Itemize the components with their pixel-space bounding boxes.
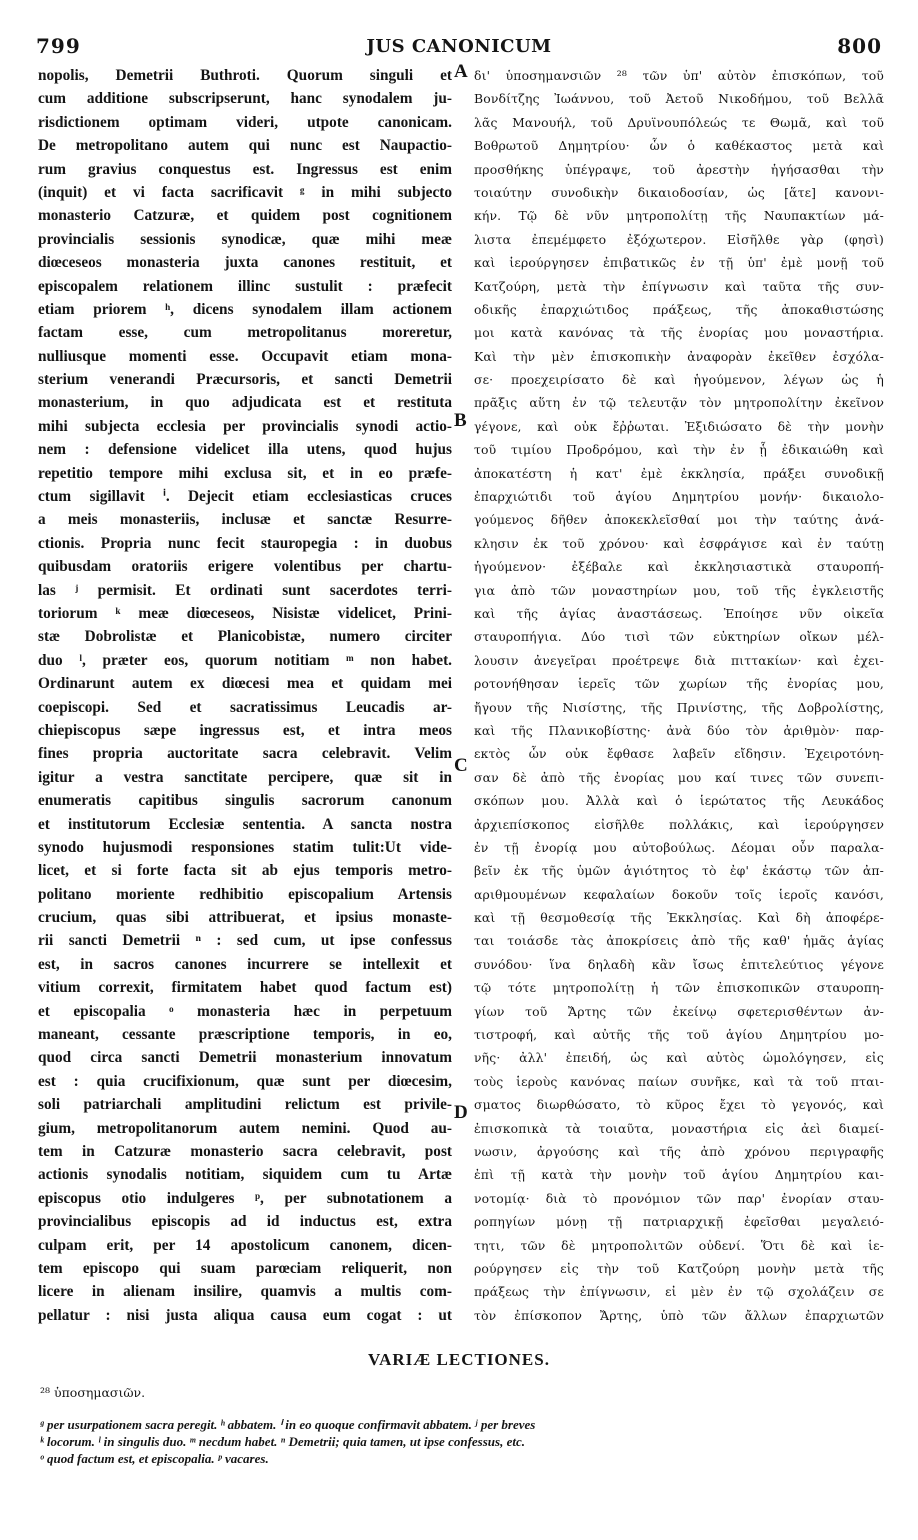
margin-marker-d: D (454, 1102, 468, 1123)
latin-text-line: diœceseos monasteria juxta canones restituit, et (38, 254, 452, 272)
latin-text-line: synodo hujusmodi responsiones statim tulit:Ut vide- (38, 838, 452, 856)
greek-text-line: τητι, τῶν δὲ μητροπολιτῶν οὐδενί. Ὅτι δὲ καὶ ἱε- (474, 1237, 884, 1253)
latin-text-line: igitur a vestra sanctitate percipere, quæ sit in (38, 768, 452, 786)
greek-text-line: σματος διωρθώσατο, τὸ κῦρος ἔχει τὸ γεγονός, καὶ (474, 1097, 884, 1113)
latin-text-line: et institutorum Ecclesiæ sententia. A sancta nostra (38, 815, 452, 833)
greek-text-line: νωσιν, ἀργούσης καὶ τῆς ἀπὸ χρόνου περιγραφῆς (474, 1143, 884, 1159)
greek-text-line: τιστροφή, καὶ αὐτῆς τῆς τοῦ ἁγίου Δημητρίου μο- (474, 1027, 884, 1043)
greek-text-line: ροπηγίων μόνῃ τῇ πατριαρχικῇ ἐφεῖσθαι μεγαλειό- (474, 1214, 884, 1230)
latin-text-line: enumeratis capitibus singulis sacrorum canonum (38, 792, 452, 810)
greek-text-line: κλησιν ἐκ τοῦ χρόνου· καὶ ἐσφράγισε καὶ ἐν ταύτῃ (474, 535, 884, 551)
greek-text-line: Κατζούρη, μετὰ τὴν ἐπίγνωσιν καὶ ταῦτα τῆς συν- (474, 278, 884, 294)
latin-text-line: culpam erit, per 14 apostolicum canonem, dicen- (38, 1236, 452, 1254)
greek-text-line: βεῖν ἐκ τῆς ὑμῶν ἁγιότητος τὸ ἐφ' ἑκάστῳ τῶν ἀπ- (474, 863, 884, 879)
latin-text-line: risdictionem optimam videri, utpote canonicam. (38, 113, 452, 131)
latin-text-line: De metropolitano autem qui nunc est Naupactio- (38, 137, 452, 155)
greek-text-line: καὶ ἱερούργησεν ἐπιβατικῶς ἐν τῇ ὑπ' ἐμὲ μονῇ τοῦ (474, 255, 884, 271)
greek-text-line: σαν δὲ ἀπὸ τῆς ἐνορίας μου καί τινες τῶν συνεπι- (474, 769, 884, 785)
latin-text-line: tem in Catzuræ monasterio sacra celebravit, post (38, 1142, 452, 1160)
latin-text-line: nulliusque momenti esse. Occupavit etiam mona- (38, 347, 452, 365)
latin-text-line: factam esse, cum metropolitanus moreretur, (38, 324, 452, 342)
footnote-latin-line: ᵏ locorum. ˡ in singulis duo. ᵐ necdum habet. ⁿ Demetrii; quia tamen, ut ipse confessus, etc. (40, 1434, 525, 1449)
margin-marker-b: B (454, 410, 467, 431)
footnote-greek: ²⁸ ὑποσημασιῶν. (40, 1385, 146, 1400)
latin-text-line: monasterium, in quo adjudicata est et restituta (38, 394, 452, 412)
greek-text-line: λιστα ἐπεμέμφετο ἐξόχωτερον. Εἰσῆλθε γὰρ (φησὶ) (474, 231, 884, 247)
page-number-left: 799 (36, 34, 81, 58)
greek-text-line: ἀρχιεπίσκοπος εἰσῆλθε πολλάκις, καὶ ἱερούργησεν (474, 816, 884, 832)
greek-text-line: ροτονήθησαν ἱερεῖς τῶν χωρίων τῆς ἐνορίας μου, (474, 676, 884, 692)
greek-text-line: πρᾶξις αὕτη ἐν τῷ τελευτᾷν τὸν μητροπολίτην ἐκεῖνον (474, 395, 884, 411)
latin-text-line: etiam priorem ʰ, dicens synodalem illam actionem (38, 300, 452, 318)
greek-text-line: καὶ τῆς Πλανικοβίστης· ἀνὰ δύο τὸν ἀριθμὸν· παρ- (474, 722, 884, 738)
latin-text-line: nopolis, Demetrii Buthroti. Quorum singuli et (38, 67, 452, 84)
latin-text-line: ctionis. Propria nunc fecit stauropegia : in duobus (38, 534, 452, 552)
latin-text-line: ctum sigillavit ⁱ. Dejecit etiam ecclesiasticas cruces (38, 488, 452, 506)
greek-text-line: προσθήκης ὑπέγραψε, τοῦ ἀρεστὴν ἡγήσασθαι τὴν (474, 161, 884, 177)
page-header (36, 34, 882, 62)
latin-text-line: pellatur : nisi justa aliqua causa eum cogat : ut (38, 1306, 452, 1324)
latin-text-line: rum gravius conquestus est. Ingressus est enim (38, 160, 452, 178)
latin-text-line: (inquit) et vi facta sacrificavit ᵍ in mihi subjecto (38, 183, 452, 201)
latin-text-line: coepiscopi. Sed et sacratissimus Leucadis ar- (38, 698, 452, 716)
greek-text-line: Βονδίτζης Ἰωάννου, τοῦ Ἀετοῦ Νικοδήμου, τοῦ Βελλᾶ (474, 91, 884, 107)
greek-text-line: σκόπων μου. Ἀλλὰ καὶ ὁ ἱερώτατος τῆς Λευκάδος (474, 793, 884, 809)
latin-text-line: actionis synodalis notitiam, siquidem cum tu Artæ (38, 1166, 452, 1184)
greek-text-line: γέγονε, καὶ οὐκ ἔῤῥωται. Ἐξιδιώσατο δὲ τὴν μονὴν (474, 418, 884, 434)
latin-text-line: mihi subjecta ecclesia per provincialis synodi actio- (38, 417, 452, 435)
latin-text-line: soli patriarchali amplitudini relictum est privile- (38, 1096, 452, 1114)
latin-text-line: rii sancti Demetrii ⁿ : sed cum, ut ipse confessus (38, 932, 452, 950)
latin-text-line: las ʲ permisit. Et ordinati sunt sacerdotes terri- (38, 581, 452, 599)
latin-text-line: duo ˡ, præter eos, quorum notitiam ᵐ non habet. (38, 651, 452, 669)
latin-text-line: est, in sacros canones incurrere se intellexit et (38, 955, 452, 973)
greek-text-line: λᾶς Μανουήλ, τοῦ Δρυϊνουπόλεώς τε Θωμᾶ, καὶ τοῦ (474, 114, 884, 130)
greek-text-line: τοιαύτην συνοδικὴν δικαιοδοσίαν, ὡς [ἅτε] κανονι- (474, 184, 884, 200)
latin-text-line: stæ Dobrolistæ et Planicobistæ, numero circiter (38, 628, 452, 646)
greek-text-line: συνόδου· ἵνα δηλαδὴ κἂν ἴσως ἐπιτελεύτιος γέγονε (474, 956, 884, 972)
footnote-latin-line: ᵍ per usurpationem sacra peregit. ʰ abbatem. ⁱ in eo quoque confirmavit abbatem. ʲ per breves (40, 1417, 536, 1432)
latin-text-line: toriorum ᵏ meæ diœceseos, Nisistæ videlicet, Prini- (38, 604, 452, 622)
latin-text-line: quod circa sancti Demetrii monasterium innovatum (38, 1049, 452, 1067)
greek-text-line: καὶ τῆς ἁγίας ἀναστάσεως. Ἐποίησε νῦν οἰκεῖα (474, 605, 884, 621)
latin-text-line: licere in alienam insilire, quamvis a multis com- (38, 1283, 452, 1301)
greek-text-line: νῆς· ἀλλ' ἐπειδή, ὡς καὶ αὐτὸς ὡμολόγησεν, εἰς (474, 1050, 884, 1066)
latin-text-line: sterium venerandi Præcursoris, et sancti Demetrii (38, 371, 452, 389)
greek-text-line: τῷ τότε μητροπολίτῃ ἡ τῶν ἐπισκοπικῶν σταυροπη- (474, 980, 884, 996)
margin-marker-a: A (454, 61, 468, 82)
greek-text-line: κήν. Τῷ δὲ νῦν μητροπολίτῃ τῆς Ναυπακτίων μά- (474, 208, 884, 224)
greek-text-line: ἀποκατέστη ἡ κατ' ἐμὲ ἐκκλησία, πράξει συνοδικῇ (474, 465, 884, 481)
latin-text-line: episcopalem relationem illinc sustulit : præfecit (38, 277, 452, 295)
latin-text-line: tem episcopo qui suam parœciam reliquerit, non (38, 1259, 452, 1277)
greek-text-line: ἤγουν τῆς Νισίστης, τῆς Πρινίστης, τῆς Δοβρολίστης, (474, 699, 884, 715)
latin-text-line: provincialibus episcopis ad id inductus est, extra (38, 1213, 452, 1231)
latin-text-line: a meis monasteriis, inclusæ et sanctæ Resurre- (38, 511, 452, 529)
latin-text-line: episcopus otio indulgeres ᵖ, per subnotationem a (38, 1189, 452, 1207)
greek-text-line: Καὶ τὴν μὲν ἐπισκοπικὴν ἀναφορὰν ἐκεῖθεν ἐσχόλα- (474, 348, 884, 364)
latin-text-line: et episcopalia ᵒ monasteria hæc in perpetuum (38, 1002, 452, 1020)
greek-text-line: δι' ὑποσημανσιῶν ²⁸ τῶν ὑπ' αὐτὸν ἐπισκόπων, τοῦ (474, 68, 884, 83)
latin-text-line: cum additione subscripserunt, hanc synodalem ju- (38, 90, 452, 108)
greek-text-line: ἐπαρχιώτιδι τοῦ ἁγίου Δημητρίου μονήν· δικαιολο- (474, 489, 884, 505)
greek-text-line: καὶ τῇ θεσμοθεσίᾳ τῆς Ἐκκλησίας. Καὶ δὴ ἀποφέρε- (474, 910, 884, 926)
margin-marker-c: C (454, 755, 468, 776)
greek-text-line: ρούργησεν εἰς τὴν τοῦ Κατζούρη μονὴν μετὰ τῆς (474, 1260, 884, 1276)
greek-text-line: αριθμουμένων κεφαλαίων δοκοῦν τοῖς ἱεροῖς κανόσι, (474, 886, 884, 902)
greek-text-line: για ἀπὸ τῶν μοναστηρίων μου, τοῦ τῆς ἐγκλειστῆς (474, 582, 884, 598)
greek-text-line: ἐπισκοπικὰ τὰ τοιαῦτα, μοναστήρια εἰς ἀεὶ διαμεί- (474, 1120, 884, 1136)
greek-text-line: ἡγούμενον· ἐξέβαλε καὶ ἐκκλησιαστικὰ σταυροπή- (474, 559, 884, 575)
greek-text-line: μοι κατὰ κανόνας τὰ τῆς ἐνορίας μου μοναστήρια. (474, 325, 884, 341)
greek-text-line: ται τοιάσδε τὰς ἀποκρίσεις ἀπὸ τῆς καθ' ἡμᾶς ἁγίας (474, 933, 884, 949)
greek-text-line: σε· προεχειρίσατο δὲ καὶ ἡγούμενον, λέγων ὡς ἡ (474, 372, 884, 388)
page-number-right: 800 (837, 34, 882, 58)
latin-text-line: provincialis sessionis synodicæ, quæ mihi meæ (38, 230, 452, 248)
greek-text-line: νοτομίᾳ· διὰ τὸ προνόμιον τῶν παρ' ἐνορίαν σταυ- (474, 1190, 884, 1206)
greek-text-line: ἐν τῇ ἐνορίᾳ μου αὐτοβούλως. Δέομαι οὖν παραλα- (474, 839, 884, 855)
latin-column (38, 64, 452, 1327)
greek-text-line: γούμενος δῆθεν ἀποκεκλεῖσθαί μοι τὴν ταύτης ἀνά- (474, 512, 884, 528)
latin-text-line: repetitio tempore mihi exclusa sit, et in eo præfe- (38, 464, 452, 482)
latin-text-line: licet, et si forte facta sit ab ejus temporis metro- (38, 862, 452, 880)
latin-text-line: quibusdam oratoriis erigere volentibus per chartu- (38, 558, 452, 576)
greek-text-line: εκτὸς ὧν οὐκ ἔφθασε λαβεῖν εἴδησιν. Ἐχειροτόνη- (474, 746, 884, 762)
latin-text-line: est : quia crucifixionum, quæ sunt per diœcesim, (38, 1072, 452, 1090)
greek-text-line: τοὺς ἱεροὺς κανόνας παίων συνῆκε, καὶ τὰ τοῦ πται- (474, 1073, 884, 1089)
greek-text-line: γίων τοῦ Ἄρτης τῶν ἐκείνῳ σφετερισθέντων ἀν- (474, 1003, 884, 1019)
variae-lectiones-heading: VARIÆ LECTIONES. (368, 1350, 550, 1369)
greek-text-line: ἐπὶ τῇ κατὰ τὴν μονὴν τοῦ ἁγίου Δημητρίου και- (474, 1167, 884, 1183)
latin-text-line: vitium correxit, firmitatem habet quod factum est) (38, 979, 452, 997)
greek-text-line: τὸν ἐπίσκοπον Ἄρτης, ὑπὸ τῶν ἄλλων ἐπαρχιωτῶν (474, 1307, 884, 1323)
latin-text-line: gium, metropolitanorum autem nemini. Quod au- (38, 1119, 452, 1137)
greek-text-line: πράξεως τὴν ἐπίγνωσιν, εἰ μὲν ἐν τῷ σχολάζειν σε (474, 1284, 884, 1300)
greek-text-line: οδικῆς ἐπαρχιώτιδος πράξεως, τῆς ἀποκαθιστώσης (474, 301, 884, 317)
latin-text-line: politano moriente redhibitio episcopalium Artensis (38, 885, 452, 903)
latin-text-line: chiepiscopus sæpe ingressus est, et intra meos (38, 721, 452, 739)
latin-text-line: fines propria auctoritate sacra celebravit. Velim (38, 745, 452, 763)
greek-text-line: σταυροπήγια. Δύο τισὶ τῶν εὐκτηρίων οἴκων μέλ- (474, 629, 884, 645)
footnote-latin-line: ᵒ quod factum est, et episcopalia. ᵖ vacares. (40, 1451, 269, 1466)
greek-column (474, 64, 884, 1327)
latin-text-line: monasterio Catzuræ, et quidem post cognitionem (38, 207, 452, 225)
latin-text-line: Ordinarunt autem ex diœcesi mea et quidam mei (38, 675, 452, 693)
latin-text-line: maneant, cessante præscriptione temporis, in eo, (38, 1026, 452, 1044)
greek-text-line: Βοθρωτοῦ Δημητρίου· ὧν ὁ καθέκαστος μετὰ καὶ (474, 138, 884, 154)
greek-text-line: τοῦ τιμίου Προδρόμου, καὶ τὴν ἐν ᾗ ἐδικαιώθη καὶ (474, 442, 884, 458)
latin-text-line: nem : defensione videlicet illa utens, quod hujus (38, 441, 452, 459)
running-title: JUS CANONICUM (366, 36, 552, 57)
greek-text-line: λουσιν ἀνεγεῖραι προέτρεψε διὰ πιττακίων· καὶ ἐχει- (474, 652, 884, 668)
latin-text-line: crucium, quas sibi attribuerat, et ipsius monaste- (38, 909, 452, 927)
footnotes (40, 1380, 886, 1467)
